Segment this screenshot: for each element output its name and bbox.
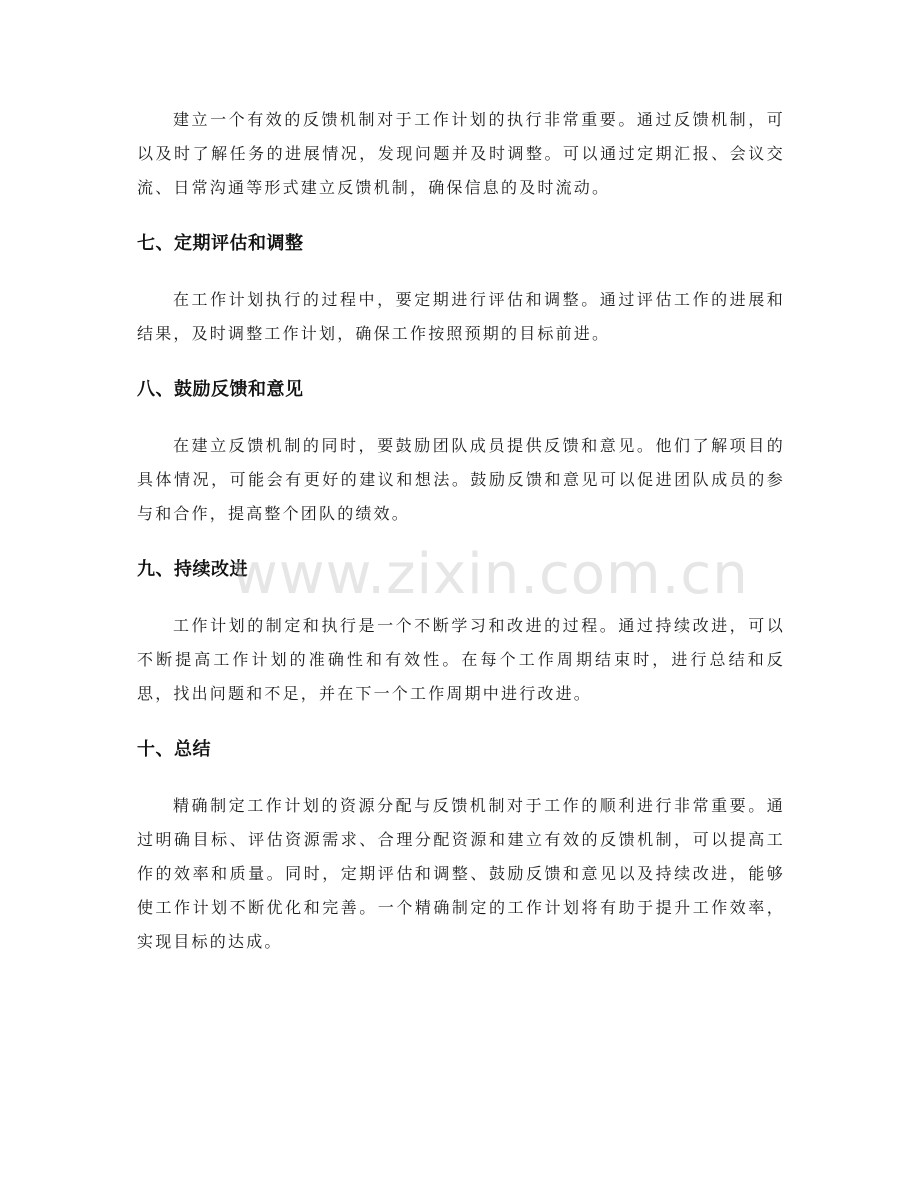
- paragraph-section-10: 精确制定工作计划的资源分配与反馈机制对于工作的顺利进行非常重要。通过明确目标、评估资源需求、合理分配资源和建立有效的反馈机制，可以提高工作的效率和质量。同时，定期评估和调整、鼓励反馈和意见以及持续改进，能够使工作计划不断优化和完善。一个精确制定的工作计划将有助于提升工作效率，实现目标的达成。: [137, 796, 785, 951]
- heading-section-9: 九、持续改进: [137, 559, 248, 580]
- paragraph-section-8: 在建立反馈机制的同时，要鼓励团队成员提供反馈和意见。他们了解项目的具体情况，可能会有更好的建议和想法。鼓励反馈和意见可以促进团队成员的参与和合作，提高整个团队的绩效。: [137, 436, 785, 523]
- paragraph-section-9: 工作计划的制定和执行是一个不断学习和改进的过程。通过持续改进，可以不断提高工作计划的准确性和有效性。在每个工作周期结束时，进行总结和反思，找出问题和不足，并在下一个工作周期中进行改进。: [137, 616, 785, 703]
- paragraph-section-7: 在工作计划执行的过程中，要定期进行评估和调整。通过评估工作的进展和结果，及时调整工作计划，确保工作按照预期的目标前进。: [137, 290, 785, 343]
- heading-section-7: 七、定期评估和调整: [137, 233, 304, 254]
- heading-section-10: 十、总结: [137, 739, 211, 760]
- paragraph-feedback-mechanism: 建立一个有效的反馈机制对于工作计划的执行非常重要。通过反馈机制，可以及时了解任务的进展情况，发现问题并及时调整。可以通过定期汇报、会议交流、日常沟通等形式建立反馈机制，确保信息的及时流动。: [137, 110, 785, 197]
- watermark-text: www.zixin.com.cn: [232, 542, 749, 607]
- heading-section-8: 八、鼓励反馈和意见: [137, 379, 304, 400]
- document-body: [137, 103, 785, 959]
